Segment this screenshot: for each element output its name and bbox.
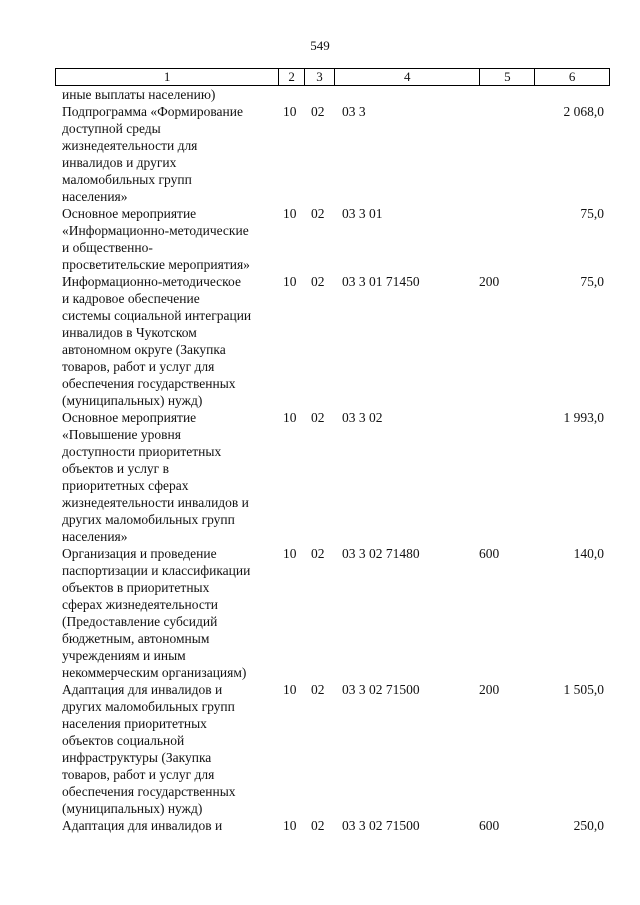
description-line: объектов социальной: [62, 733, 185, 748]
row-section: 10: [283, 104, 297, 119]
table-row: [0, 103, 640, 205]
header-col-6: 6: [568, 69, 576, 84]
row-expense-type: 600: [479, 546, 500, 561]
description-line: обеспечения государственных: [62, 784, 236, 799]
row-target-article: 03 3 02 71480: [342, 546, 420, 561]
description-line: Информационно-методическое: [62, 274, 241, 289]
row-subsection: 02: [311, 274, 325, 289]
row-subsection: 02: [311, 410, 325, 425]
header-col-1: 1: [56, 69, 279, 85]
description-line: доступности приоритетных: [62, 444, 222, 459]
description-line: инфраструктуры (Закупка: [62, 750, 212, 765]
row-section: 10: [283, 206, 297, 221]
table-body: [0, 103, 640, 834]
page-number: 549: [310, 38, 330, 53]
row-description: [62, 817, 280, 834]
row-subsection: 02: [311, 546, 325, 561]
description-line: бюджетным, автономным: [62, 631, 210, 646]
description-line: товаров, работ и услуг для: [62, 767, 215, 782]
description-line: (муниципальных) нужд): [62, 801, 203, 816]
description-line: населения»: [62, 189, 128, 204]
description-line: и кадровое обеспечение: [62, 291, 200, 306]
description-line: объектов в приоритетных: [62, 580, 210, 595]
table-row: [0, 409, 640, 545]
row-section: 10: [283, 410, 297, 425]
description-line: других маломобильных групп: [62, 699, 235, 714]
table-row: [0, 817, 640, 834]
row-expense-type: 600: [479, 818, 500, 833]
description-line: учреждениям и иным: [62, 648, 186, 663]
description-line: Адаптация для инвалидов и: [62, 818, 223, 833]
description-line: населения приоритетных: [62, 716, 207, 731]
table-header: [55, 68, 610, 86]
row-amount: 2 068,0: [563, 104, 604, 119]
description-line: жизнедеятельности для: [62, 138, 198, 153]
description-line: Подпрограмма «Формирование: [62, 104, 243, 119]
row-target-article: 03 3 01: [342, 206, 383, 221]
row-target-article: 03 3 02: [342, 410, 383, 425]
description-line: населения»: [62, 529, 128, 544]
description-line: и общественно-: [62, 240, 153, 255]
row-amount: 1 993,0: [563, 410, 604, 425]
description-line: Основное мероприятие: [62, 206, 197, 221]
row-section: 10: [283, 546, 297, 561]
description-line: паспортизации и классификации: [62, 563, 251, 578]
description-line: Основное мероприятие: [62, 410, 197, 425]
table-row: [0, 273, 640, 409]
description-line: объектов и услуг в: [62, 461, 169, 476]
row-amount: 140,0: [573, 546, 604, 561]
description-line: «Повышение уровня: [62, 427, 181, 442]
row-subsection: 02: [311, 104, 325, 119]
row-expense-type: 200: [479, 274, 500, 289]
description-line: просветительские мероприятия»: [62, 257, 250, 272]
description-line: сферах жизнедеятельности: [62, 597, 218, 612]
row-target-article: 03 3 02 71500: [342, 682, 420, 697]
description-line: системы социальной интеграции: [62, 308, 252, 323]
description-line: обеспечения государственных: [62, 376, 236, 391]
row-description: [62, 273, 280, 409]
description-line: других маломобильных групп: [62, 512, 235, 527]
row-amount: 75,0: [580, 274, 604, 289]
row-amount: 1 505,0: [563, 682, 604, 697]
row-description: [62, 103, 280, 205]
header-col-5: 5: [480, 69, 535, 85]
row-description: [62, 681, 280, 817]
description-line: Организация и проведение: [62, 546, 217, 561]
row-subsection: 02: [311, 682, 325, 697]
header-col-3: 3: [305, 69, 335, 85]
description-line: (Предоставление субсидий: [62, 614, 218, 629]
header-col-4: 4: [335, 69, 480, 85]
row-expense-type: 200: [479, 682, 500, 697]
description-line: товаров, работ и услуг для: [62, 359, 215, 374]
description-line: автономном округе (Закупка: [62, 342, 226, 357]
table-row: [0, 545, 640, 681]
row-description: [62, 409, 280, 545]
row-target-article: 03 3 02 71500: [342, 818, 420, 833]
row-amount: 75,0: [580, 206, 604, 221]
row-target-article: 03 3: [342, 104, 366, 119]
row-section: 10: [283, 682, 297, 697]
description-line: некоммерческим организациям): [62, 665, 247, 680]
row-amount: 250,0: [573, 818, 604, 833]
description-line: «Информационно-методические: [62, 223, 249, 238]
row-subsection: 02: [311, 206, 325, 221]
description-line: инвалидов и других: [62, 155, 177, 170]
table-row: [0, 205, 640, 273]
description-line: инвалидов в Чукотском: [62, 325, 197, 340]
description-line: доступной среды: [62, 121, 161, 136]
continuation-text: иные выплаты населению): [62, 87, 216, 102]
header-col-2: 2: [279, 69, 305, 85]
row-description: [62, 545, 280, 681]
description-line: приоритетных сферах: [62, 478, 189, 493]
description-line: жизнедеятельности инвалидов и: [62, 495, 249, 510]
description-line: Адаптация для инвалидов и: [62, 682, 223, 697]
row-section: 10: [283, 818, 297, 833]
row-description: [62, 205, 280, 273]
table-row: [0, 681, 640, 817]
row-subsection: 02: [311, 818, 325, 833]
description-line: (муниципальных) нужд): [62, 393, 203, 408]
description-line: маломобильных групп: [62, 172, 192, 187]
row-section: 10: [283, 274, 297, 289]
row-target-article: 03 3 01 71450: [342, 274, 420, 289]
